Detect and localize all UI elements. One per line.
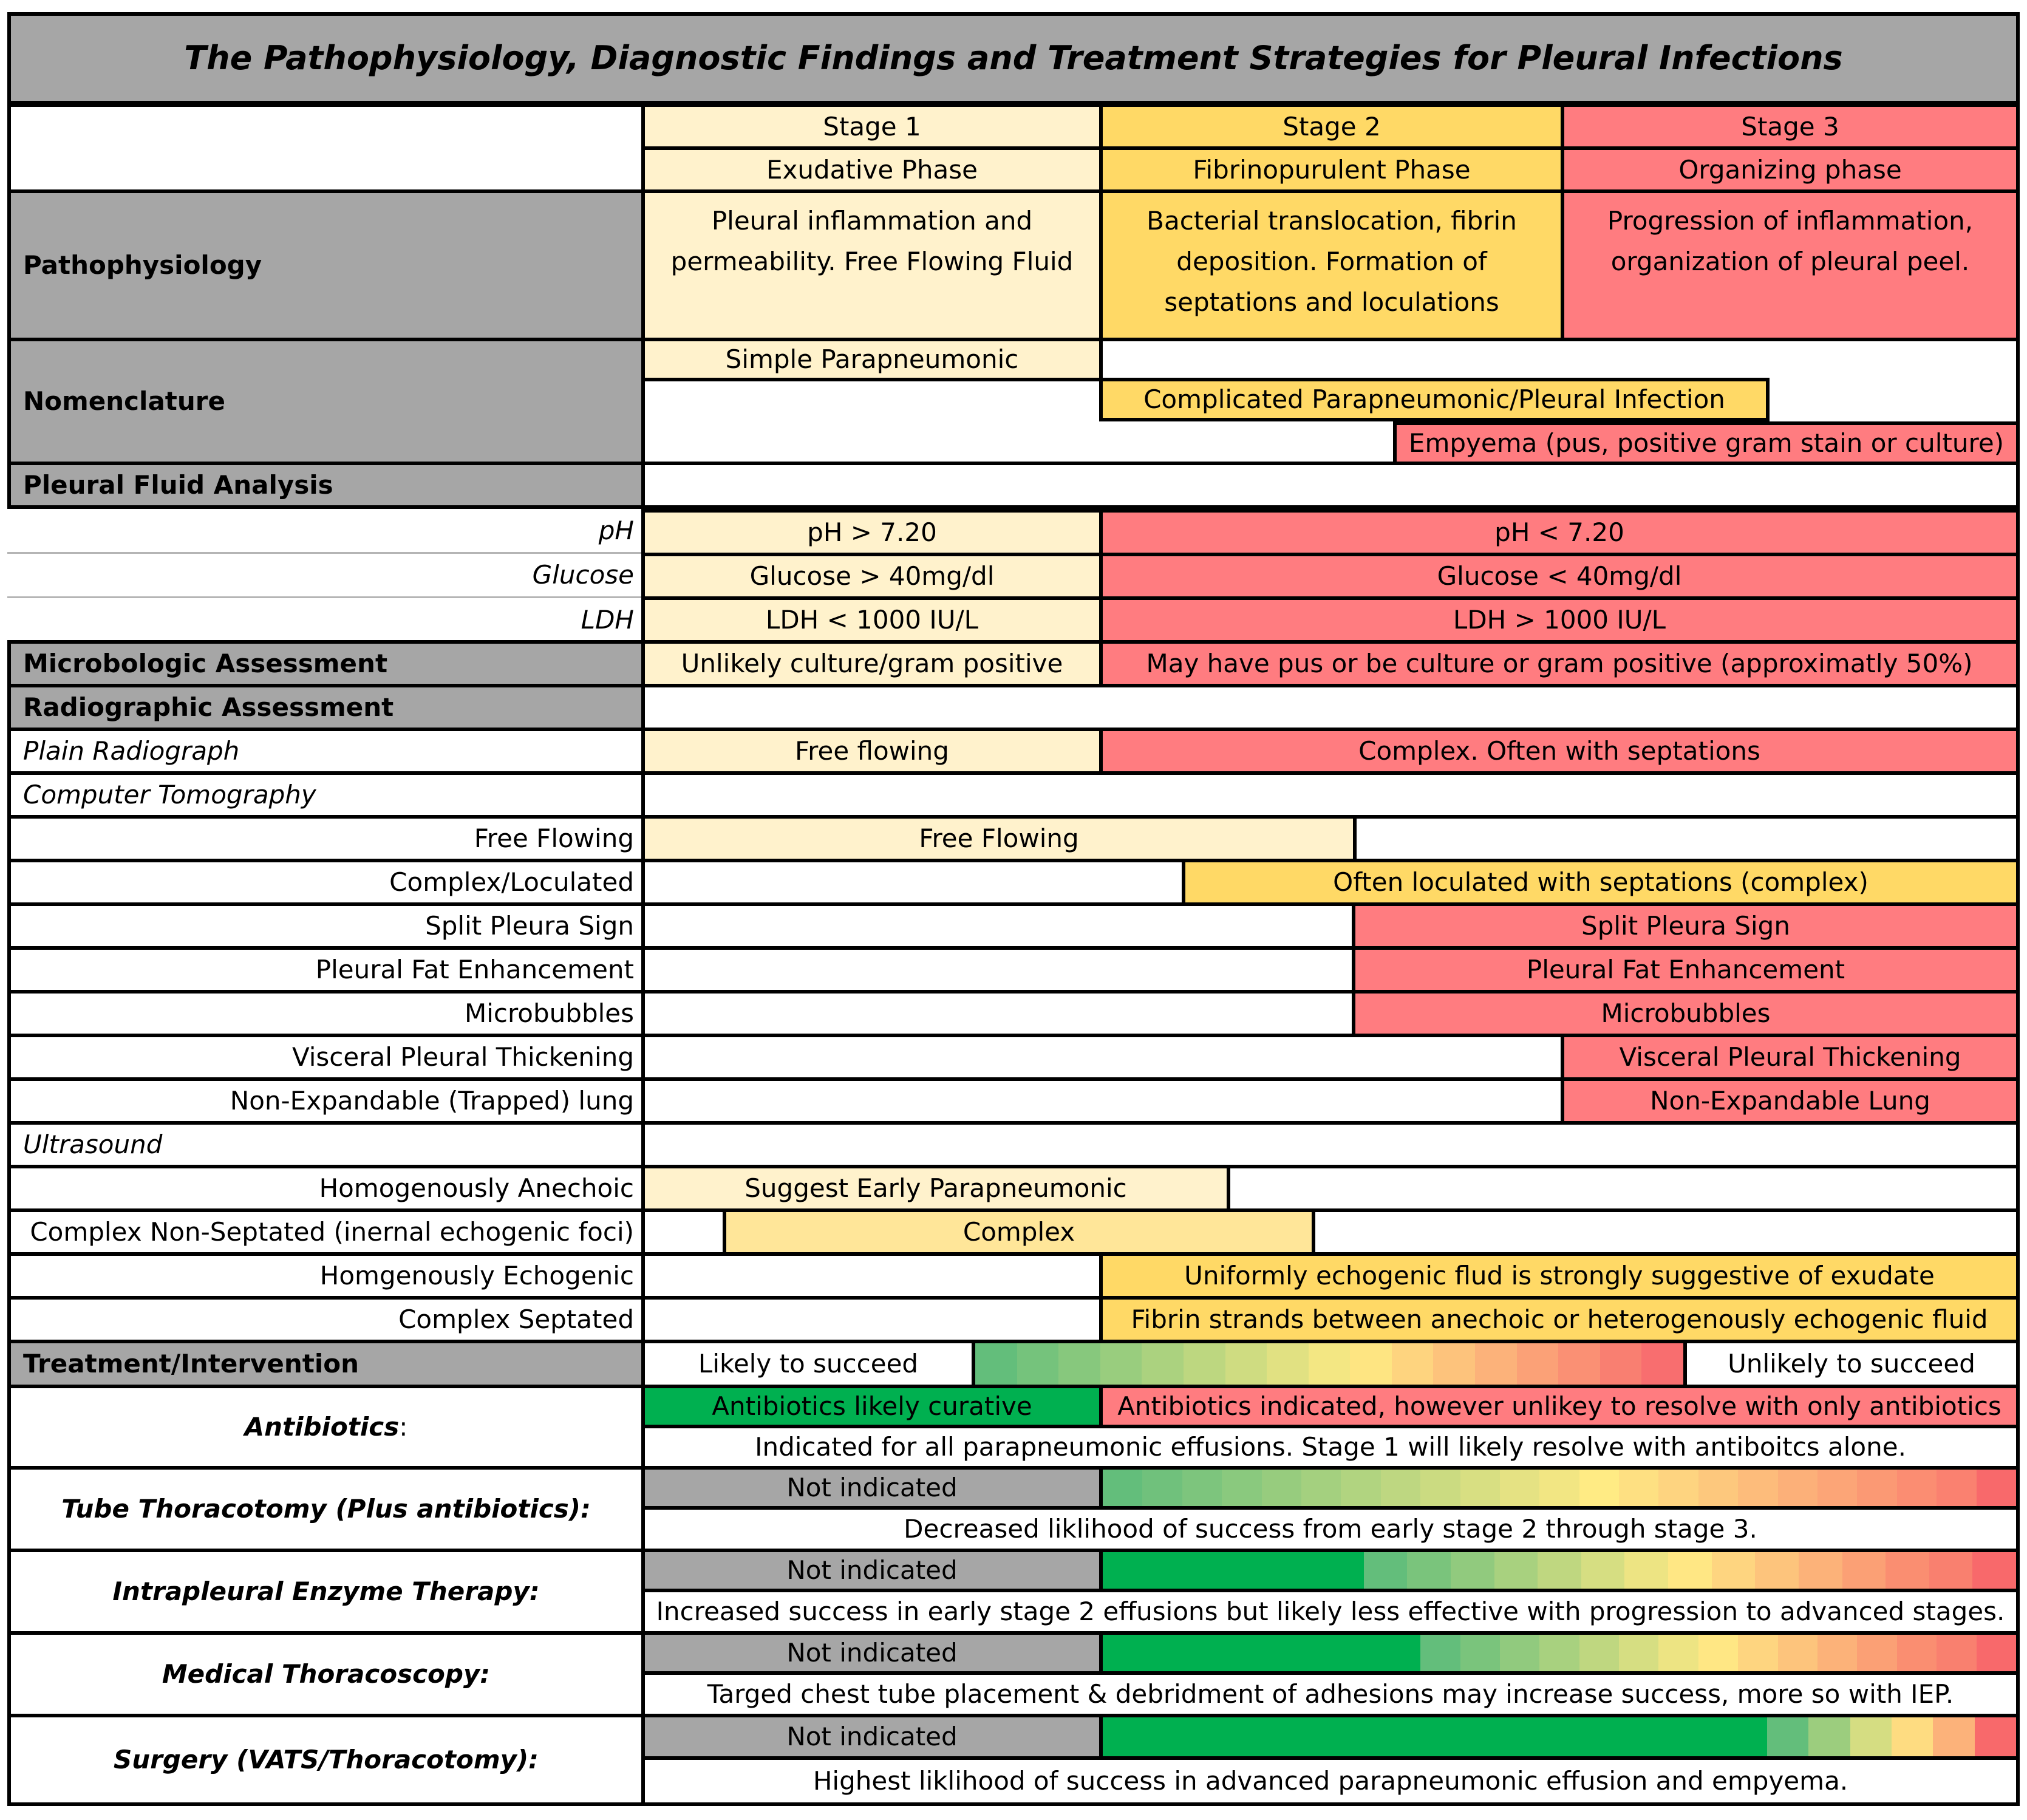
surgery-note: Highest liklihood of success in advanced parapneumonic effusion and empyema. xyxy=(641,1756,2020,1806)
color-scale-segment xyxy=(1341,1470,1380,1506)
ct-free-flowing-bar: Free Flowing xyxy=(641,815,1357,862)
color-scale-segment xyxy=(1850,1717,1892,1756)
color-scale-segment xyxy=(1538,1552,1581,1589)
color-scale-segment xyxy=(1146,1552,1190,1589)
color-scale-segment xyxy=(1420,1470,1460,1506)
us-echogenic-label: Homgenously Echogenic xyxy=(7,1252,645,1300)
color-scale-segment xyxy=(1310,1717,1352,1756)
color-scale-segment xyxy=(1698,1635,1738,1671)
ldh-stage-1: LDH < 1000 IU/L xyxy=(641,596,1103,644)
us-anechoic-bar: Suggest Early Parapneumonic xyxy=(641,1165,1230,1212)
color-scale-segment xyxy=(975,1343,1017,1385)
color-scale-segment xyxy=(1494,1552,1538,1589)
tube-thoracotomy-stage-1: Not indicated xyxy=(641,1466,1103,1510)
ct-split-pleura-label: Split Pleura Sign xyxy=(7,902,645,950)
color-scale-segment xyxy=(1182,1470,1222,1506)
color-scale-segment xyxy=(1058,1343,1100,1385)
color-scale-segment xyxy=(1892,1717,1933,1756)
glucose-stage-2-3: Glucose < 40mg/dl xyxy=(1099,553,2020,600)
color-scale-segment xyxy=(1225,1343,1267,1385)
intrapleural-enzyme-gradient xyxy=(1099,1549,2020,1592)
antibiotics-stage-2-3: Antibiotics indicated, however unlikey to resolve with only antibiotics xyxy=(1099,1385,2020,1428)
pleural-fluid-analysis-blank xyxy=(641,462,2020,509)
color-scale-segment xyxy=(1658,1470,1698,1506)
color-scale-segment xyxy=(1972,1552,2016,1589)
antibiotics-stage-1: Antibiotics likely curative xyxy=(641,1385,1103,1428)
color-scale-segment xyxy=(1233,1552,1277,1589)
color-scale-segment xyxy=(1517,1343,1559,1385)
color-scale-segment xyxy=(1262,1635,1301,1671)
antibiotics-label xyxy=(7,1385,645,1470)
color-scale-segment xyxy=(1897,1470,1937,1506)
color-scale-segment xyxy=(1619,1470,1658,1506)
legend-unlikely-label: Unlikely to succeed xyxy=(1683,1340,2020,1388)
color-scale-segment xyxy=(1460,1470,1500,1506)
ct-pleural-fat-label: Pleural Fat Enhancement xyxy=(7,946,645,994)
surgery-label: Surgery (VATS/Thoracotomy): xyxy=(7,1714,645,1806)
tube-thoracotomy-note: Decreased liklihood of success from early stage 2 through stage 3. xyxy=(641,1506,2020,1552)
plain-radiograph-stage-1: Free flowing xyxy=(641,728,1103,775)
color-scale-segment xyxy=(1933,1717,1974,1756)
ct-pleural-fat-bar: Pleural Fat Enhancement xyxy=(1352,946,2020,994)
color-scale-segment xyxy=(1341,1635,1380,1671)
color-scale-segment xyxy=(1433,1343,1475,1385)
color-scale-segment xyxy=(1381,1635,1420,1671)
color-scale-segment xyxy=(1420,1635,1460,1671)
stage-1-header: Stage 1 xyxy=(641,103,1103,150)
legend-likely-label: Likely to succeed xyxy=(641,1340,975,1388)
color-scale-segment xyxy=(1929,1552,1973,1589)
color-scale-segment xyxy=(1100,1343,1142,1385)
pathophysiology-stage-3: Progression of inflammation, organization of pleural peel. xyxy=(1561,189,2020,341)
color-scale-segment xyxy=(1142,1470,1182,1506)
ph-label: pH xyxy=(598,516,634,546)
ldh-stage-2-3: LDH > 1000 IU/L xyxy=(1099,596,2020,644)
ct-non-expandable-bar: Non-Expandable Lung xyxy=(1561,1077,2020,1125)
color-scale-segment xyxy=(1886,1552,1929,1589)
radiographic-assessment-blank xyxy=(641,684,2020,731)
color-scale-segment xyxy=(1698,1470,1738,1506)
ph-stage-1: pH > 7.20 xyxy=(641,509,1103,556)
glucose-stage-1: Glucose > 40mg/dl xyxy=(641,553,1103,600)
antibiotics-label-text: Antibiotics xyxy=(244,1412,400,1442)
medical-thoracoscopy-gradient xyxy=(1099,1631,2020,1675)
intrapleural-enzyme-note: Increased success in early stage 2 effusions but likely less effective with progression to advanced stages. xyxy=(641,1589,2020,1635)
color-scale-segment xyxy=(1475,1343,1517,1385)
treatment-label: Treatment/Intervention xyxy=(7,1340,645,1388)
color-scale-segment xyxy=(1103,1717,1144,1756)
color-scale-segment xyxy=(1301,1635,1341,1671)
color-scale-segment xyxy=(1857,1470,1896,1506)
color-scale-segment xyxy=(1184,1343,1225,1385)
ct-microbubbles-bar: Microbubbles xyxy=(1352,990,2020,1037)
color-scale-segment xyxy=(1103,1470,1142,1506)
color-scale-segment xyxy=(1668,1552,1712,1589)
ct-microbubbles-label: Microbubbles xyxy=(7,990,645,1037)
color-scale-segment xyxy=(1381,1470,1420,1506)
color-scale-segment xyxy=(1755,1552,1799,1589)
color-scale-segment xyxy=(1186,1717,1227,1756)
color-scale-segment xyxy=(1977,1470,2016,1506)
medical-thoracoscopy-label: Medical Thoracoscopy: xyxy=(7,1631,645,1717)
color-scale-segment xyxy=(1222,1635,1261,1671)
color-scale-segment xyxy=(1460,1635,1500,1671)
color-scale-segment xyxy=(1320,1552,1364,1589)
color-scale-segment xyxy=(1619,1635,1658,1671)
antibiotics-label-colon: : xyxy=(399,1412,408,1442)
us-complex-septated-label: Complex Septated xyxy=(7,1296,645,1343)
color-scale-segment xyxy=(1103,1635,1142,1671)
color-scale-segment xyxy=(1407,1552,1451,1589)
color-scale-segment xyxy=(1539,1635,1579,1671)
color-scale-segment xyxy=(1767,1717,1808,1756)
color-scale-segment xyxy=(1190,1552,1233,1589)
color-scale-segment xyxy=(1222,1470,1261,1506)
color-scale-segment xyxy=(1500,1635,1539,1671)
nomenclature-label: Nomenclature xyxy=(7,338,645,465)
row-divider xyxy=(7,596,641,598)
legend-gradient xyxy=(972,1340,1687,1388)
page-title: The Pathophysiology, Diagnostic Findings and Treatment Strategies for Pleural Infections xyxy=(7,12,2020,104)
color-scale-segment xyxy=(1142,1343,1184,1385)
plain-radiograph-stage-2-3: Complex. Often with septations xyxy=(1099,728,2020,775)
intrapleural-enzyme-label: Intrapleural Enzyme Therapy: xyxy=(7,1549,645,1635)
microbiologic-assessment-label: Microbologic Assessment xyxy=(7,640,645,687)
color-scale-segment xyxy=(1808,1717,1850,1756)
color-scale-segment xyxy=(1539,1470,1579,1506)
color-scale-segment xyxy=(1641,1343,1683,1385)
surgery-stage-1: Not indicated xyxy=(641,1714,1103,1760)
pathophysiology-stage-2: Bacterial translocation, fibrin deposition. Formation of septations and loculations xyxy=(1099,189,1564,341)
color-scale-segment xyxy=(1142,1635,1182,1671)
color-scale-segment xyxy=(1817,1635,1857,1671)
ct-visceral-thickening-label: Visceral Pleural Thickening xyxy=(7,1034,645,1081)
color-scale-segment xyxy=(1684,1717,1725,1756)
microbiologic-stage-2-3: May have pus or be culture or gram positive (approximatly 50%) xyxy=(1099,640,2020,687)
color-scale-segment xyxy=(1842,1552,1886,1589)
color-scale-segment xyxy=(1301,1470,1341,1506)
color-scale-segment xyxy=(1643,1717,1684,1756)
ct-complex-loculated-label: Complex/Loculated xyxy=(7,859,645,906)
color-scale-segment xyxy=(1392,1343,1434,1385)
color-scale-segment xyxy=(1262,1470,1301,1506)
simple-parapneumonic-bar: Simple Parapneumonic xyxy=(641,338,1103,381)
color-scale-segment xyxy=(1725,1717,1766,1756)
antibiotics-note: Indicated for all parapneumonic effusions. Stage 1 will likely resolve with antiboitcs alone. xyxy=(641,1425,2020,1470)
color-scale-segment xyxy=(1937,1470,1976,1506)
medical-thoracoscopy-note: Targed chest tube placement & debridment of adhesions may increase success, more so with IEP. xyxy=(641,1671,2020,1717)
color-scale-segment xyxy=(1350,1343,1392,1385)
ldh-label: LDH xyxy=(581,605,634,635)
color-scale-segment xyxy=(1579,1635,1619,1671)
intrapleural-enzyme-stage-1: Not indicated xyxy=(641,1549,1103,1592)
color-scale-segment xyxy=(1103,1552,1146,1589)
color-scale-segment xyxy=(1352,1717,1393,1756)
color-scale-segment xyxy=(1857,1635,1896,1671)
us-complex-non-septated-label: Complex Non-Septated (inernal echogenic foci) xyxy=(7,1208,645,1256)
ph-stage-2-3: pH < 7.20 xyxy=(1099,509,2020,556)
header-blank-cell xyxy=(7,103,645,193)
color-scale-segment xyxy=(1269,1717,1310,1756)
color-scale-segment xyxy=(1738,1470,1777,1506)
color-scale-segment xyxy=(1559,1717,1601,1756)
radiographic-assessment-label: Radiographic Assessment xyxy=(7,684,645,731)
color-scale-segment xyxy=(1518,1717,1559,1756)
color-scale-segment xyxy=(1276,1552,1320,1589)
complicated-parapneumonic-bar: Complicated Parapneumonic/Pleural Infection xyxy=(1099,378,1770,421)
color-scale-segment xyxy=(1435,1717,1476,1756)
phase-1-label: Exudative Phase xyxy=(641,146,1103,193)
computer-tomography-blank xyxy=(641,771,2020,819)
ct-non-expandable-label: Non-Expandable (Trapped) lung xyxy=(7,1077,645,1125)
surgery-gradient xyxy=(1099,1714,2020,1760)
microbiologic-stage-1: Unlikely culture/gram positive xyxy=(641,640,1103,687)
color-scale-segment xyxy=(1658,1635,1698,1671)
color-scale-segment xyxy=(1937,1635,1976,1671)
color-scale-segment xyxy=(1778,1635,1817,1671)
color-scale-segment xyxy=(1897,1635,1937,1671)
color-scale-segment xyxy=(1579,1470,1619,1506)
us-anechoic-label: Homogenously Anechoic xyxy=(7,1165,645,1212)
ct-loculated-bar: Often loculated with septations (complex) xyxy=(1182,859,2020,906)
color-scale-segment xyxy=(1799,1552,1842,1589)
color-scale-segment xyxy=(1738,1635,1777,1671)
color-scale-segment xyxy=(1600,1343,1642,1385)
phase-2-label: Fibrinopurulent Phase xyxy=(1099,146,1564,193)
color-scale-segment xyxy=(1778,1470,1817,1506)
medical-thoracoscopy-stage-1: Not indicated xyxy=(641,1631,1103,1675)
color-scale-segment xyxy=(1144,1717,1185,1756)
color-scale-segment xyxy=(1581,1552,1625,1589)
phase-3-label: Organizing phase xyxy=(1561,146,2020,193)
ct-visceral-thickening-bar: Visceral Pleural Thickening xyxy=(1561,1034,2020,1081)
color-scale-segment xyxy=(1975,1717,2016,1756)
tube-thoracotomy-gradient xyxy=(1099,1466,2020,1510)
ultrasound-label: Ultrasound xyxy=(7,1121,645,1168)
us-complex-bar: Complex xyxy=(723,1208,1315,1256)
empyema-bar: Empyema (pus, positive gram stain or culture) xyxy=(1393,421,2020,465)
ct-free-flowing-label: Free Flowing xyxy=(7,815,645,862)
glucose-label: Glucose xyxy=(532,560,634,590)
color-scale-segment xyxy=(1712,1552,1756,1589)
ct-split-pleura-bar: Split Pleura Sign xyxy=(1352,902,2020,950)
color-scale-segment xyxy=(1558,1343,1600,1385)
us-echogenic-bar: Uniformly echogenic flud is strongly suggestive of exudate xyxy=(1099,1252,2020,1300)
computer-tomography-label: Computer Tomography xyxy=(7,771,645,819)
pathophysiology-label: Pathophysiology xyxy=(7,189,645,341)
pleural-fluid-analysis-label: Pleural Fluid Analysis xyxy=(7,462,645,509)
stage-2-header: Stage 2 xyxy=(1099,103,1564,150)
tube-thoracotomy-label: Tube Thoracotomy (Plus antibiotics): xyxy=(7,1466,645,1552)
color-scale-segment xyxy=(1817,1470,1857,1506)
color-scale-segment xyxy=(1364,1552,1408,1589)
color-scale-segment xyxy=(1977,1635,2016,1671)
color-scale-segment xyxy=(1624,1552,1668,1589)
stage-3-header: Stage 3 xyxy=(1561,103,2020,150)
color-scale-segment xyxy=(1267,1343,1309,1385)
color-scale-segment xyxy=(1394,1717,1435,1756)
color-scale-segment xyxy=(1476,1717,1518,1756)
color-scale-segment xyxy=(1500,1470,1539,1506)
color-scale-segment xyxy=(1601,1717,1642,1756)
pathophysiology-stage-1: Pleural inflammation and permeability. Free Flowing Fluid xyxy=(641,189,1103,341)
color-scale-segment xyxy=(1227,1717,1269,1756)
color-scale-segment xyxy=(1182,1635,1222,1671)
plain-radiograph-label: Plain Radiograph xyxy=(7,728,645,775)
color-scale-segment xyxy=(1017,1343,1059,1385)
ultrasound-blank xyxy=(641,1121,2020,1168)
color-scale-segment xyxy=(1309,1343,1351,1385)
us-septated-bar: Fibrin strands between anechoic or heterogenously echogenic fluid xyxy=(1099,1296,2020,1343)
color-scale-segment xyxy=(1451,1552,1494,1589)
